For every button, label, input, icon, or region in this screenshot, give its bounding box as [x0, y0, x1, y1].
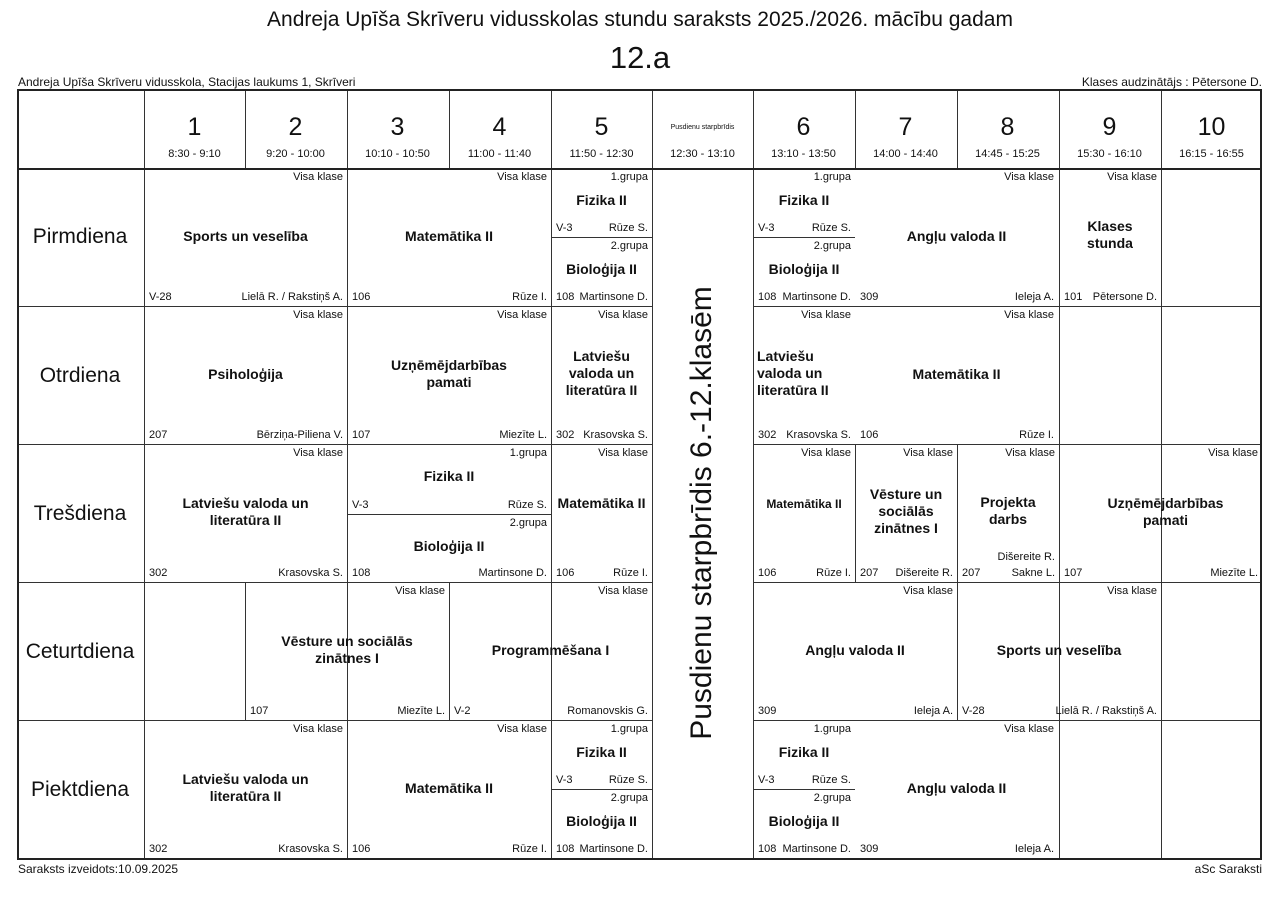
teacher: Pētersone D. [1092, 291, 1157, 303]
subject: Angļu valoda II [906, 228, 1007, 244]
group-label: Visa klase [903, 447, 953, 459]
school-address: Andreja Upīša Skrīveru vidusskola, Stacijas laukums 1, Skrīveri [18, 75, 356, 89]
group-label: Visa klase [1004, 723, 1054, 735]
period-number: 10 [1197, 113, 1226, 141]
lesson-cell[interactable] [449, 582, 652, 720]
room: 207 [860, 567, 879, 579]
lesson-cell[interactable] [551, 444, 652, 582]
day-label: Ceturtdiena [25, 640, 135, 663]
period-time: 16:15 - 16:55 [1179, 148, 1244, 160]
room: 107 [250, 705, 269, 717]
lesson-cell-group1[interactable] [753, 168, 855, 237]
room: 106 [352, 843, 371, 855]
group-label: Visa klase [395, 585, 445, 597]
subject: Bioloģija II [566, 261, 637, 277]
created-date: Saraksts izveidots:10.09.2025 [18, 862, 179, 876]
room: 108 [556, 843, 575, 855]
teacher: Rūze I. [1019, 429, 1054, 441]
teacher: Martinsone D. [579, 843, 648, 855]
subject: Matemātika II [405, 780, 493, 796]
period-time: 10:10 - 10:50 [365, 148, 430, 160]
room: V-3 [556, 774, 573, 786]
lesson-cell-group1[interactable] [551, 720, 652, 789]
subject: Fizika II [778, 744, 830, 760]
period-time: 11:00 - 11:40 [467, 148, 532, 160]
teacher: Sakne L. [1011, 567, 1055, 579]
period-number: 4 [492, 113, 507, 141]
teacher: Rūze S. [608, 222, 648, 234]
page-title: Andreja Upīša Skrīveru vidusskolas stundu saraksts 2025./2026. mācību gadam [267, 8, 1013, 31]
subject: Matemātika II [912, 366, 1001, 382]
period-time: 14:45 - 15:25 [975, 148, 1040, 160]
room: 207 [149, 429, 168, 441]
period-number: 7 [898, 113, 913, 141]
lunch-header: Pusdienu starpbrīdis [670, 124, 735, 131]
group-label: Visa klase [1004, 309, 1054, 321]
lesson-cell[interactable] [855, 306, 1058, 444]
lesson-cell[interactable] [144, 168, 347, 306]
group-label: Visa klase [497, 723, 547, 735]
teacher: Ieleja A. [1014, 843, 1054, 855]
subject: Projekta darbs [980, 494, 1036, 527]
subject: Sports un veselība [996, 642, 1122, 658]
group-label: Visa klase [801, 447, 851, 459]
subject: Matemātika II [766, 497, 842, 511]
subject: Vēsture un sociālās zinātnes I [281, 633, 413, 666]
lesson-cell[interactable] [753, 306, 855, 444]
day-label: Pirmdiena [32, 225, 128, 248]
subject: Programmēšana I [491, 642, 610, 658]
room: 107 [352, 429, 371, 441]
subject: Uzņēmējdarbības pamati [1107, 495, 1224, 528]
group-label: Visa klase [1107, 171, 1157, 183]
room: 302 [556, 429, 575, 441]
lesson-cell[interactable] [1059, 444, 1262, 582]
room: 309 [758, 705, 777, 717]
period-number: 1 [187, 113, 202, 141]
class-teacher: Klases audzinātājs : Pētersone D. [1081, 75, 1262, 89]
teacher: Rūze S. [811, 774, 851, 786]
period-time: 15:30 - 16:10 [1077, 148, 1142, 160]
room: 309 [860, 291, 879, 303]
lesson-cell-group2[interactable] [753, 789, 855, 858]
period-number: 6 [796, 113, 811, 141]
group-label: 1.grupa [813, 723, 851, 735]
teacher: Dišereite R. [895, 567, 953, 579]
room: V-3 [758, 222, 775, 234]
subject: Latviešu valoda un literatūra II [565, 348, 638, 398]
subject: Latviešu valoda un literatūra II [182, 495, 309, 528]
class-name: 12.a [609, 40, 671, 75]
lesson-cell[interactable] [347, 720, 551, 858]
subject: Bioloģija II [768, 813, 840, 829]
day-label: Trešdiena [33, 502, 127, 525]
teacher: Krasovska S. [278, 567, 343, 579]
teacher: Rūze I. [512, 843, 547, 855]
lesson-cell[interactable] [957, 444, 1059, 582]
group-label: Visa klase [903, 585, 953, 597]
teacher: Rūze I. [816, 567, 851, 579]
subject: Klases stunda [1087, 218, 1133, 251]
group-label: Visa klase [293, 171, 343, 183]
teacher: Rūze S. [608, 774, 648, 786]
lesson-cell[interactable] [855, 720, 1058, 858]
room: 309 [860, 843, 879, 855]
lunch-break-label: Pusdienu starpbrīdis 6.-12.klasēm [684, 286, 718, 740]
teacher: Romanovskis G. [567, 705, 648, 717]
day-label: Otrdiena [39, 364, 121, 387]
teacher: Krasovska S. [786, 429, 851, 441]
lesson-cell[interactable] [753, 582, 957, 720]
lesson-cell-group1[interactable] [347, 444, 551, 514]
teacher: Martinsone D. [782, 291, 851, 303]
lesson-cell[interactable] [245, 582, 449, 720]
lesson-cell[interactable] [144, 720, 347, 858]
lesson-cell[interactable] [347, 306, 551, 444]
subject: Angļu valoda II [906, 780, 1007, 796]
period-number: 2 [288, 113, 303, 141]
group-label: Visa klase [497, 171, 547, 183]
teacher: Krasovska S. [278, 843, 343, 855]
lesson-cell-group1[interactable] [551, 168, 652, 237]
room: 302 [758, 429, 777, 441]
lesson-cell[interactable] [753, 444, 855, 582]
group-label: 2.grupa [813, 792, 851, 804]
lesson-cell-group2[interactable] [347, 514, 551, 582]
lesson-cell[interactable] [347, 168, 551, 306]
subject: Uzņēmējdarbības pamati [391, 357, 507, 390]
teacher: Miezīte L. [499, 429, 547, 441]
room: 207 [962, 567, 981, 579]
room: 302 [149, 843, 168, 855]
room: 106 [352, 291, 371, 303]
group-label: Visa klase [497, 309, 547, 321]
subject: Matemātika II [405, 228, 493, 244]
room: V-2 [454, 705, 471, 717]
group-label: 2.grupa [610, 240, 648, 252]
lesson-cell-group2[interactable] [551, 789, 652, 858]
lesson-cell[interactable] [1059, 168, 1161, 306]
teacher: Dišereite R. [997, 551, 1055, 563]
group-label: Visa klase [598, 447, 648, 459]
subject: Psiholoģija [208, 366, 283, 382]
teacher: Miezīte L. [1210, 567, 1258, 579]
teacher: Rūze S. [507, 499, 547, 511]
subject: Vēsture un sociālās zinātnes I [869, 486, 943, 536]
room: 108 [556, 291, 575, 303]
room: 107 [1064, 567, 1083, 579]
group-label: 1.grupa [610, 723, 648, 735]
subject: Fizika II [576, 744, 627, 760]
lesson-cell[interactable] [855, 444, 957, 582]
room: 106 [860, 429, 879, 441]
teacher: Rūze S. [811, 222, 851, 234]
subject: Latviešu valoda un literatūra II [182, 771, 309, 804]
room: 108 [352, 567, 371, 579]
period-number: 8 [1000, 113, 1015, 141]
period-number: 9 [1102, 113, 1117, 141]
period-number: 5 [594, 113, 609, 141]
room: 101 [1064, 291, 1083, 303]
subject: Fizika II [423, 468, 475, 484]
teacher: Lielā R. / Rakstiņš A. [1055, 705, 1157, 717]
teacher: Rūze I. [613, 567, 648, 579]
group-label: Visa klase [1005, 447, 1055, 459]
group-label: Visa klase [598, 585, 648, 597]
group-label: 2.grupa [509, 517, 547, 529]
group-label: 2.grupa [610, 792, 648, 804]
lunch-time: 12:30 - 13:10 [670, 148, 735, 160]
teacher: Martinsone D. [782, 843, 851, 855]
lesson-cell-group1[interactable] [753, 720, 855, 789]
lesson-cell[interactable] [144, 444, 347, 582]
group-label: Visa klase [293, 447, 343, 459]
day-label: Piektdiena [30, 778, 130, 801]
teacher: Lielā R. / Rakstiņš A. [241, 291, 343, 303]
subject: Bioloģija II [566, 813, 637, 829]
room: V-3 [758, 774, 775, 786]
lesson-cell[interactable] [551, 306, 652, 444]
teacher: Martinsone D. [478, 567, 547, 579]
group-label: Visa klase [598, 309, 648, 321]
room: 106 [556, 567, 575, 579]
period-time: 8:30 - 9:10 [168, 148, 221, 160]
group-label: Visa klase [293, 723, 343, 735]
room: 108 [758, 291, 777, 303]
group-label: 1.grupa [509, 447, 547, 459]
room: 106 [758, 567, 777, 579]
teacher: Bērziņa-Piliena V. [256, 429, 343, 441]
group-label: 2.grupa [813, 240, 851, 252]
room: V-3 [556, 222, 573, 234]
teacher: Miezīte L. [397, 705, 445, 717]
lunch-break-column [651, 168, 752, 858]
subject: Angļu valoda II [805, 642, 905, 658]
period-time: 14:00 - 14:40 [873, 148, 938, 160]
period-time: 9:20 - 10:00 [266, 148, 325, 160]
room: V-28 [149, 291, 172, 303]
period-time: 11:50 - 12:30 [569, 148, 634, 160]
room: 302 [149, 567, 168, 579]
subject: Latviešu valoda un literatūra II [757, 348, 829, 398]
subject: Fizika II [778, 192, 830, 208]
lesson-cell-group2[interactable] [551, 237, 652, 306]
teacher: Krasovska S. [583, 429, 648, 441]
lesson-cell[interactable] [855, 168, 1058, 306]
group-label: Visa klase [1107, 585, 1157, 597]
period-number: 3 [390, 113, 405, 141]
room: V-3 [352, 499, 369, 511]
subject: Sports un veselība [183, 228, 308, 244]
brand-label: aSc Saraksti [1194, 862, 1262, 876]
teacher: Ieleja A. [913, 705, 953, 717]
group-label: Visa klase [1004, 171, 1054, 183]
subject: Bioloģija II [413, 538, 485, 554]
subject: Matemātika II [557, 495, 646, 511]
subject: Bioloģija II [768, 261, 840, 277]
teacher: Rūze I. [512, 291, 547, 303]
group-label: 1.grupa [610, 171, 648, 183]
group-label: Visa klase [801, 309, 851, 321]
subject: Fizika II [576, 192, 627, 208]
lesson-cell[interactable] [957, 582, 1161, 720]
group-label: Visa klase [293, 309, 343, 321]
teacher: Martinsone D. [579, 291, 648, 303]
room: V-28 [962, 705, 985, 717]
group-label: 1.grupa [813, 171, 851, 183]
teacher: Ieleja A. [1014, 291, 1054, 303]
lesson-cell[interactable] [144, 306, 347, 444]
room: 108 [758, 843, 777, 855]
lesson-cell-group2[interactable] [753, 237, 855, 306]
group-label: Visa klase [1208, 447, 1258, 459]
period-time: 13:10 - 13:50 [771, 148, 836, 160]
